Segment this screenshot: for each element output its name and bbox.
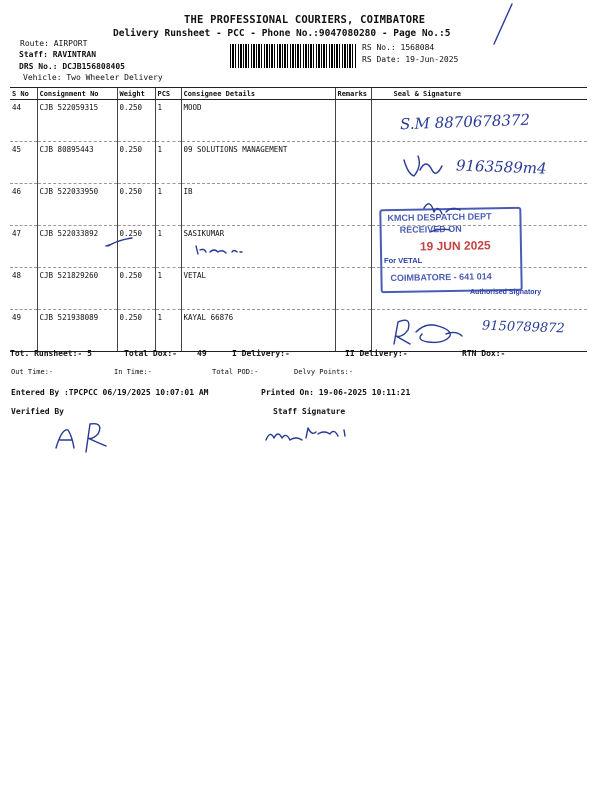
received-stamp (379, 207, 522, 293)
ii-delivery: II Delivery:- (345, 349, 408, 358)
stamp-line1: KMCH DESPATCH DEPT (387, 211, 492, 224)
cell-weight: 0.250 (117, 142, 155, 184)
stamp-date: 19 JUN 2025 (419, 238, 491, 254)
staff-label: Staff: RAVINTRAN (19, 50, 97, 59)
route-label: Route: AIRPORT (20, 39, 88, 48)
cell-consignment: CJB 521829260 (37, 268, 117, 310)
cell-consignment: CJB 521938089 (37, 310, 117, 352)
cell-weight: 0.250 (117, 268, 155, 310)
cell-sno: 45 (10, 142, 37, 184)
cell-remarks (335, 310, 371, 352)
total-dox-value: 49 (197, 349, 207, 358)
cell-consignment: CJB 522033892 (37, 226, 117, 268)
total-pod: Total POD:- (212, 368, 259, 376)
table-header-row (10, 88, 587, 100)
drs-number: DRS No.: DCJB156808405 (19, 62, 125, 71)
vetal-stamp-line2: Authorised Signatory (470, 289, 542, 296)
cell-consignee: IB (181, 184, 335, 226)
cell-pcs: 1 (155, 226, 181, 268)
col-header-remarks: Remarks (335, 88, 371, 100)
cell-remarks (335, 184, 371, 226)
cell-pcs: 1 (155, 268, 181, 310)
total-dox-label: Total Dox:- (124, 349, 177, 358)
cell-remarks (335, 100, 371, 142)
in-time: In Time:- (114, 368, 152, 376)
cell-consignee: VETAL (181, 268, 335, 310)
barcode-image (230, 44, 356, 68)
vetal-stamp-line1: For VETAL (384, 256, 423, 265)
cell-consignee: KAYAL 66876 (181, 310, 335, 352)
cell-weight: 0.250 (117, 226, 155, 268)
col-header-consignment: Consignment No (37, 88, 117, 100)
i-delivery: I Delivery:- (232, 349, 290, 358)
cell-pcs: 1 (155, 184, 181, 226)
stamp-line2: RECEIVED ON (399, 223, 462, 235)
cell-remarks (335, 226, 371, 268)
signature-verified (56, 424, 106, 452)
handwritten-row45: 9163589m4 (455, 156, 547, 178)
rtn-dox: RTN Dox:- (462, 349, 506, 358)
cell-sno: 47 (10, 226, 37, 268)
pen-stroke-top (494, 4, 512, 44)
cell-sno: 44 (10, 100, 37, 142)
cell-consignment: CJB 80895443 (37, 142, 117, 184)
cell-sno: 49 (10, 310, 37, 352)
cell-weight: 0.250 (117, 310, 155, 352)
cell-consignee: 09 SOLUTIONS MANAGEMENT (181, 142, 335, 184)
cell-consignment: CJB 522059315 (37, 100, 117, 142)
handwritten-row44: S.M 8870678372 (399, 110, 531, 134)
cell-pcs: 1 (155, 310, 181, 352)
cell-remarks (335, 268, 371, 310)
entered-by: Entered By :TPCPCC 06/19/2025 10:07:01 AM (11, 388, 209, 397)
col-header-weight: Weight (117, 88, 155, 100)
cell-pcs: 1 (155, 142, 181, 184)
company-title: THE PROFESSIONAL COURIERS, COIMBATORE (184, 14, 426, 26)
col-header-sno: S No (10, 88, 37, 100)
cell-consignee: SASIKUMAR (181, 226, 335, 268)
cell-consignment: CJB 522033950 (37, 184, 117, 226)
verified-by-label: Verified By (11, 407, 64, 416)
cell-pcs: 1 (155, 100, 181, 142)
cell-sno: 46 (10, 184, 37, 226)
rs-date: RS Date: 19-Jun-2025 (362, 55, 459, 64)
handwritten-row49: 9150789872 (481, 318, 565, 337)
col-header-consignee: Consignee Details (181, 88, 335, 100)
stamp-line4: COIMBATORE - 641 014 (390, 271, 492, 284)
total-runsheet: Tot. Runsheet:- 5 (10, 349, 92, 358)
staff-signature-label: Staff Signature (273, 407, 346, 416)
printed-on: Printed On: 19-06-2025 10:11:21 (261, 388, 411, 397)
delvy-points: Delvy Points:- (294, 368, 354, 376)
vehicle-label: Vehicle: Two Wheeler Delivery (23, 73, 163, 82)
rs-number: RS No.: 1568084 (362, 43, 435, 52)
cell-consignee: MOOD (181, 100, 335, 142)
runsheet-line: Delivery Runsheet - PCC - Phone No.:9047080280 - Page No.:5 (113, 28, 451, 39)
cell-weight: 0.250 (117, 184, 155, 226)
col-header-seal: Seal & Signature (371, 88, 587, 100)
cell-sno: 48 (10, 268, 37, 310)
out-time: Out Time:- (11, 368, 54, 376)
col-header-pcs: PCS (155, 88, 181, 100)
cell-weight: 0.250 (117, 100, 155, 142)
signature-staff (266, 428, 345, 440)
cell-remarks (335, 142, 371, 184)
